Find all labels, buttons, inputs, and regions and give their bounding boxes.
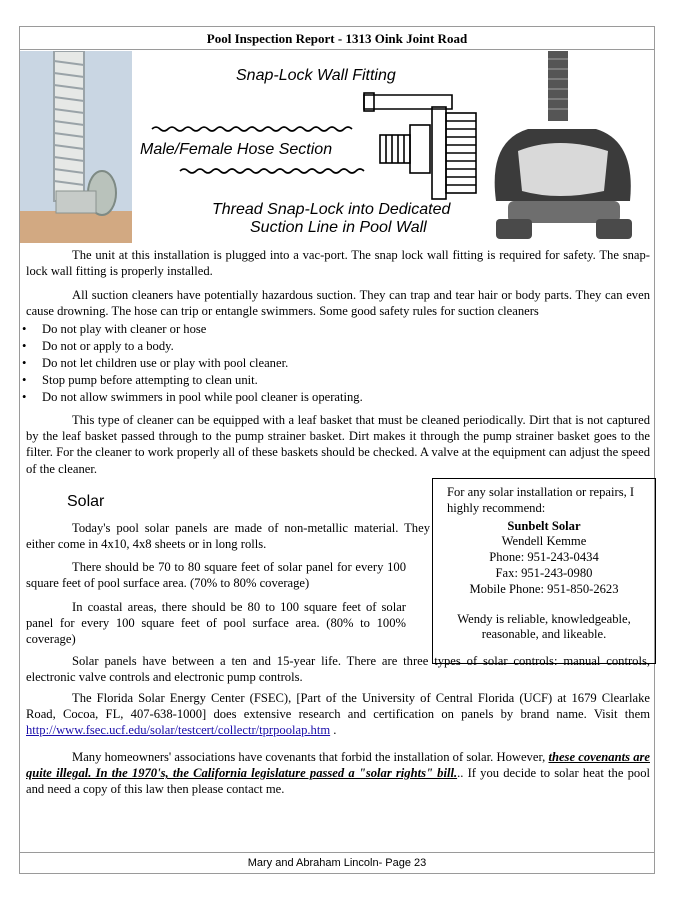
diagram-label-thread-2: Suction Line in Pool Wall xyxy=(250,219,427,236)
covenants-emphasis: these covenants are quite illegal. In the 1970's, the California legislature passed a "solar rights" bill. xyxy=(26,750,650,781)
paragraph-suction-hazard: All suction cleaners have potentially hazardous suction. They can trap and tear hair or body parts. They can even cause drowning. The hose can trip or entangle swimmers. Some good safety rules for suction cleaners xyxy=(26,288,650,319)
fsec-text: The Florida Solar Energy Center (FSEC), [Part of the University of Central Florida (UCF) at 1679 Clearlake Road, Cocoa, FL, 407-638-1000] does extensive research and certification on panels by brand name. Visit them xyxy=(26,691,650,722)
paragraph-solar-coastal: In coastal areas, there should be 80 to 100 square feet of solar panel for every 100 square feet of pool surface area. (80% to 100% coverage) xyxy=(26,600,406,647)
page-footer: Mary and Abraham Lincoln- Page 23 xyxy=(19,852,655,874)
paragraph-solar-panels: Today's pool solar panels are made of non-metallic material. They either come in 4x10, 4x8 sheets or in long rolls. xyxy=(26,521,430,552)
diagram-label-thread-1: Thread Snap-Lock into Dedicated xyxy=(212,201,451,218)
paragraph-solar-controls: Solar panels have between a ten and 15-year life. There are three types of solar controls: manual controls, electronic valve controls and electronic pump controls. xyxy=(26,654,650,685)
paragraph-covenants xyxy=(26,749,650,798)
list-item: • Do not allow swimmers in pool while pool cleaner is operating. xyxy=(22,389,363,406)
paragraph-leaf-basket: This type of cleaner can be equipped with a leaf basket that must be cleaned periodically. Dirt that is not captured by the leaf basket passed through to the pump strainer basket. Dirt makes it through the pump strainer basket goes to the filter. For the cleaner to work properly all of these baskets should be checked. A valve at the equipment can adjust the speed of the cleaner. xyxy=(26,413,650,476)
diagram-label-hose: Male/Female Hose Section xyxy=(140,141,333,158)
fsec-text-end: . xyxy=(330,723,337,738)
recommendation-box xyxy=(432,478,656,664)
covenants-text-end: .. If you decide to solar heat the pool and need a copy of this law then please contact me. xyxy=(26,766,650,797)
recommendation-phone: Phone: 951-243-0434 xyxy=(489,550,599,565)
list-item: • Stop pump before attempting to clean unit. xyxy=(22,372,363,389)
recommendation-fax: Fax: 951-243-0980 xyxy=(495,565,593,580)
pool-cleaner-illustration xyxy=(478,51,654,245)
section-title-solar: Solar xyxy=(67,493,105,510)
list-item: • Do not let children use or play with pool cleaner. xyxy=(22,355,363,372)
recommendation-note: Wendy is reliable, knowledgeable, reasonable, and likeable. xyxy=(457,611,631,642)
list-item: • Do not play with cleaner or hose xyxy=(22,321,363,338)
recommendation-company: Sunbelt Solar xyxy=(507,518,581,533)
recommendation-mobile: Mobile Phone: 951-850-2623 xyxy=(469,581,619,596)
safety-rules-list xyxy=(22,321,363,406)
covenants-text: Many homeowners' associations have covenants that forbid the installation of solar. However, xyxy=(72,750,549,764)
fsec-link[interactable]: http://www.fsec.ucf.edu/solar/testcert/collectr/tprpoolap.htm xyxy=(26,723,331,738)
hose-photo-illustration xyxy=(20,51,132,243)
paragraph-vac-port: The unit at this installation is plugged into a vac-port. The snap lock wall fitting is required for safety. The snap-lock wall fitting is properly installed. xyxy=(26,248,650,279)
recommendation-intro: For any solar installation or repairs, I highly recommend: xyxy=(447,485,635,515)
pool-cleaner-photo xyxy=(478,51,654,245)
paragraph-solar-coverage: There should be 70 to 80 square feet of solar panel for every 100 square feet of pool surface area. (70% to 80% coverage) xyxy=(26,560,406,591)
snap-lock-diagram xyxy=(140,51,490,247)
page-header: Pool Inspection Report - 1313 Oink Joint Road xyxy=(19,26,655,50)
paragraph-fsec xyxy=(26,690,650,739)
list-item: • Do not or apply to a body. xyxy=(22,338,363,355)
recommendation-contact: Wendell Kemme xyxy=(501,534,587,549)
hero-images xyxy=(20,51,654,247)
hose-photo xyxy=(20,51,132,243)
diagram-drawing xyxy=(140,51,490,201)
diagram-label-fitting: Snap-Lock Wall Fitting xyxy=(236,67,396,84)
